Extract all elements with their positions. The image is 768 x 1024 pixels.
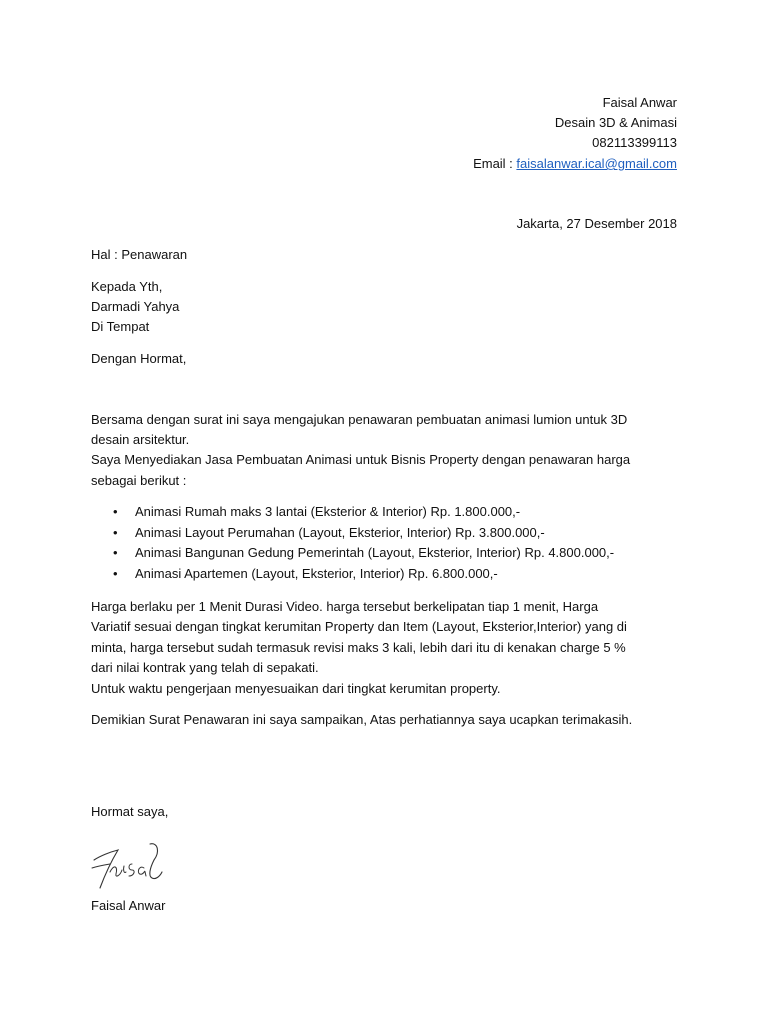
offer-item — [91, 523, 614, 544]
bullet-icon: • — [113, 565, 118, 581]
letter-date: Jakarta, 27 Desember 2018 — [516, 216, 677, 231]
offer-text: Animasi Apartemen (Layout, Eksterior, Interior) Rp. 6.800.000,- — [135, 565, 498, 581]
sign-off: Hormat saya, — [91, 804, 169, 819]
closing-sentence: Demikian Surat Penawaran ini saya sampaikan, Atas perhatiannya saya ucapkan terimakasih. — [91, 712, 633, 727]
recipient-line-3: Di Tempat — [91, 319, 150, 334]
offer-item — [91, 543, 614, 564]
bullet-icon: • — [113, 524, 118, 540]
terms-line-5: Untuk waktu pengerjaan menyesuaikan dari tingkat kerumitan property. — [91, 681, 501, 696]
recipient-line-2: Darmadi Yahya — [91, 299, 180, 314]
intro-line-2: desain arsitektur. — [91, 432, 190, 447]
handwritten-signature — [88, 838, 168, 894]
terms-line-4: dari nilai kontrak yang telah di sepakati. — [91, 660, 319, 675]
offer-text: Animasi Layout Perumahan (Layout, Eksterior, Interior) Rp. 3.800.000,- — [135, 524, 545, 540]
terms-line-2: Variatif sesuai dengan tingkat kerumitan Property dan Item (Layout, Eksterior,Interior) yang di — [91, 619, 627, 634]
intro-line-4: sebagai berikut : — [91, 473, 187, 488]
offer-item — [91, 502, 614, 523]
bullet-icon: • — [113, 545, 118, 560]
recipient-line-1: Kepada Yth, — [91, 279, 163, 294]
email-label: Email : — [473, 156, 517, 171]
sender-title: Desain 3D & Animasi — [554, 115, 677, 130]
offer-text: Animasi Rumah maks 3 lantai (Eksterior & Interior) Rp. 1.800.000,- — [135, 504, 521, 519]
letter-subject: Hal : Penawaran — [91, 247, 188, 262]
offer-text: Animasi Bangunan Gedung Pemerintah (Layout, Eksterior, Interior) Rp. 4.800.000,- — [135, 545, 615, 560]
sender-name: Faisal Anwar — [602, 95, 677, 110]
email-link[interactable]: faisalanwar.ical@gmail.com — [516, 156, 677, 171]
bullet-icon: • — [113, 504, 118, 519]
intro-line-3: Saya Menyediakan Jasa Pembuatan Animasi untuk Bisnis Property dengan penawaran harga — [91, 452, 631, 467]
sender-email-line — [473, 154, 677, 174]
intro-line-1: Bersama dengan surat ini saya mengajukan penawaran pembuatan animasi lumion untuk 3D — [91, 412, 628, 427]
terms-line-1: Harga berlaku per 1 Menit Durasi Video. harga tersebut berkelipatan tiap 1 menit, Harga — [91, 599, 599, 614]
offer-item — [91, 564, 614, 585]
greeting: Dengan Hormat, — [91, 351, 187, 366]
signer-name: Faisal Anwar — [91, 898, 166, 913]
terms-line-3: minta, harga tersebut sudah termasuk revisi maks 3 kali, lebih dari itu di kenakan charge 5 % — [91, 640, 626, 655]
offer-list — [91, 502, 614, 584]
sender-phone: 082113399113 — [592, 135, 677, 150]
